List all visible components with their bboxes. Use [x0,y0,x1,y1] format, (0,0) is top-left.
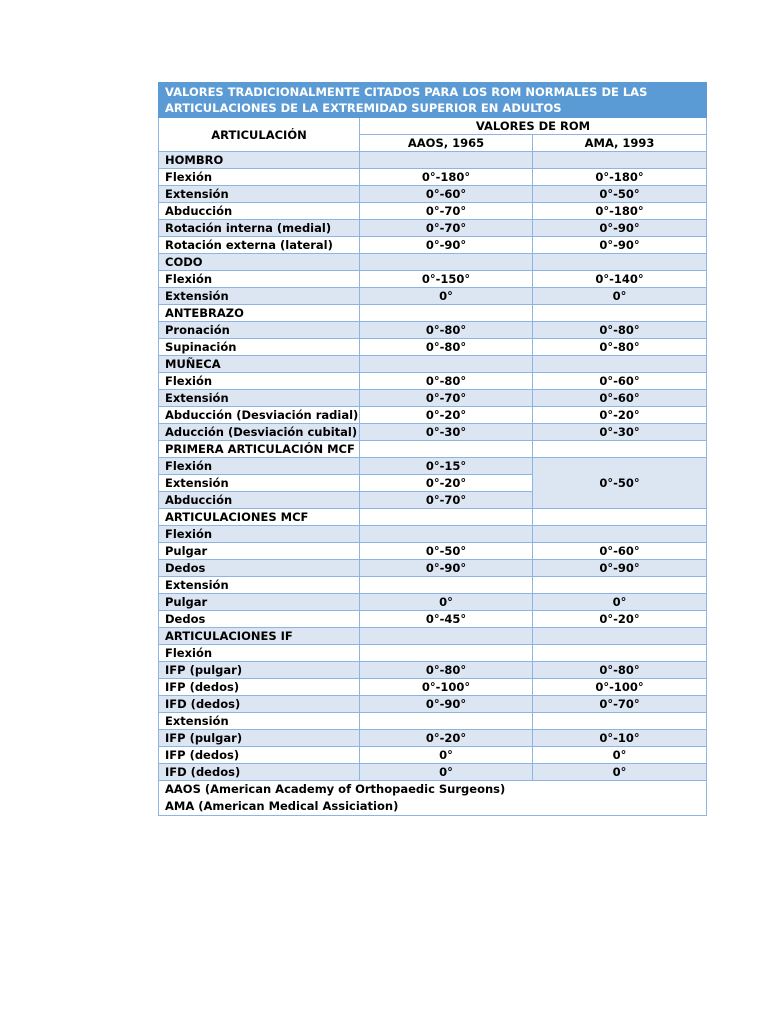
table-row [159,594,707,611]
table-row [159,662,707,679]
row-aaos-value: 0°-90° [360,560,533,577]
table-row [159,458,707,475]
row-ama-value: 0°-50° [533,458,707,509]
row-aaos-value [360,356,533,373]
row-ama-value [533,645,707,662]
row-label: Extensión [159,577,360,594]
row-ama-value [533,577,707,594]
row-aaos-value: 0°-80° [360,322,533,339]
row-label: Rotación interna (medial) [159,220,360,237]
row-label: Flexión [159,645,360,662]
row-label: Extensión [159,288,360,305]
row-label: CODO [159,254,360,271]
table-row [159,713,707,730]
row-aaos-value: 0° [360,747,533,764]
row-ama-value: 0°-20° [533,611,707,628]
row-ama-value: 0°-140° [533,271,707,288]
table-row [159,220,707,237]
table-row [159,730,707,747]
table-row [159,237,707,254]
row-aaos-value: 0° [360,594,533,611]
row-aaos-value: 0°-20° [360,730,533,747]
table-row [159,441,707,458]
row-aaos-value: 0°-70° [360,492,533,509]
footer-note: AMA (American Medical Assiciation) [165,799,399,813]
row-label: Pulgar [159,594,360,611]
row-aaos-value: 0°-180° [360,169,533,186]
table-row [159,696,707,713]
header-row-1 [159,118,707,135]
row-label: Extensión [159,390,360,407]
row-aaos-value: 0°-100° [360,679,533,696]
row-ama-value: 0°-30° [533,424,707,441]
row-ama-value [533,254,707,271]
row-label: ARTICULACIONES MCF [159,509,360,526]
footer-note: AAOS (American Academy of Orthopaedic Surgeons) [165,782,506,796]
table-row [159,747,707,764]
row-label: Pulgar [159,543,360,560]
row-aaos-value: 0° [360,288,533,305]
row-aaos-value: 0°-20° [360,407,533,424]
row-ama-value: 0°-50° [533,186,707,203]
row-ama-value [533,526,707,543]
row-ama-value: 0°-60° [533,373,707,390]
row-aaos-value: 0°-15° [360,458,533,475]
row-label: Abducción [159,203,360,220]
row-aaos-value: 0°-50° [360,543,533,560]
row-ama-value: 0°-80° [533,662,707,679]
row-label: PRIMERA ARTICULACIÓN MCF [159,441,360,458]
table-row [159,560,707,577]
row-label: IFP (pulgar) [159,730,360,747]
row-label: ARTICULACIONES IF [159,628,360,645]
row-aaos-value [360,713,533,730]
row-label: Pronación [159,322,360,339]
header-valores-rom: VALORES DE ROM [360,118,707,135]
row-label: Flexión [159,271,360,288]
row-ama-value: 0°-20° [533,407,707,424]
row-aaos-value: 0°-45° [360,611,533,628]
row-ama-value: 0°-100° [533,679,707,696]
row-aaos-value: 0° [360,764,533,781]
row-aaos-value: 0°-80° [360,662,533,679]
table-row [159,764,707,781]
row-aaos-value: 0°-80° [360,373,533,390]
table-row [159,509,707,526]
row-aaos-value: 0°-30° [360,424,533,441]
row-ama-value: 0°-80° [533,339,707,356]
row-ama-value: 0°-10° [533,730,707,747]
table-row [159,543,707,560]
row-ama-value: 0°-90° [533,220,707,237]
table-row [159,526,707,543]
row-ama-value: 0° [533,288,707,305]
row-aaos-value [360,645,533,662]
table-row [159,339,707,356]
row-aaos-value: 0°-70° [360,390,533,407]
row-aaos-value [360,628,533,645]
row-label: Flexión [159,169,360,186]
row-aaos-value [360,577,533,594]
row-label: Aducción (Desviación cubital) [159,424,360,441]
row-aaos-value [360,509,533,526]
rom-table [158,82,707,816]
row-ama-value: 0°-70° [533,696,707,713]
row-aaos-value: 0°-80° [360,339,533,356]
row-label: ANTEBRAZO [159,305,360,322]
row-ama-value: 0°-180° [533,203,707,220]
table-row [159,645,707,662]
row-label: IFP (dedos) [159,747,360,764]
table-row [159,288,707,305]
row-ama-value [533,628,707,645]
table-row [159,254,707,271]
row-ama-value: 0°-90° [533,237,707,254]
row-label: Flexión [159,458,360,475]
row-aaos-value [360,152,533,169]
row-ama-value: 0° [533,764,707,781]
row-label: Dedos [159,560,360,577]
row-ama-value [533,305,707,322]
table-row [159,373,707,390]
row-label: Dedos [159,611,360,628]
row-aaos-value: 0°-90° [360,237,533,254]
row-aaos-value [360,305,533,322]
row-label: HOMBRO [159,152,360,169]
table-row [159,152,707,169]
table-row [159,424,707,441]
table-row [159,271,707,288]
table-row [159,356,707,373]
row-ama-value: 0°-60° [533,543,707,560]
row-aaos-value: 0°-70° [360,203,533,220]
row-aaos-value: 0°-60° [360,186,533,203]
row-label: Abducción (Desviación radial) [159,407,360,424]
header-articulacion: ARTICULACIÓN [159,118,360,152]
row-aaos-value [360,526,533,543]
row-label: Flexión [159,373,360,390]
table-row [159,305,707,322]
row-label: Flexión [159,526,360,543]
table-footer-row [159,781,707,816]
row-ama-value [533,509,707,526]
row-aaos-value: 0°-20° [360,475,533,492]
row-label: Extensión [159,475,360,492]
row-label: Extensión [159,713,360,730]
header-aaos: AAOS, 1965 [360,135,533,152]
table-title: VALORES TRADICIONALMENTE CITADOS PARA LOS ROM NORMALES DE LAS ARTICULACIONES DE LA EXTREMIDAD SUPERIOR EN ADULTOS [159,83,707,118]
table-title-row [159,83,707,118]
table-row [159,679,707,696]
row-ama-value [533,713,707,730]
row-label: IFD (dedos) [159,764,360,781]
row-aaos-value [360,254,533,271]
table-row [159,203,707,220]
header-ama: AMA, 1993 [533,135,707,152]
row-ama-value: 0°-180° [533,169,707,186]
table-row [159,169,707,186]
table-row [159,407,707,424]
row-ama-value: 0° [533,594,707,611]
row-ama-value [533,152,707,169]
row-label: Supinación [159,339,360,356]
row-label: Extensión [159,186,360,203]
table-row [159,628,707,645]
row-ama-value [533,356,707,373]
row-ama-value [533,441,707,458]
row-aaos-value: 0°-70° [360,220,533,237]
table-row [159,186,707,203]
row-ama-value: 0° [533,747,707,764]
row-ama-value: 0°-90° [533,560,707,577]
table-row [159,577,707,594]
row-label: IFD (dedos) [159,696,360,713]
table-row [159,390,707,407]
table-footer [159,781,707,816]
row-ama-value: 0°-80° [533,322,707,339]
row-aaos-value: 0°-150° [360,271,533,288]
row-label: Rotación externa (lateral) [159,237,360,254]
row-ama-value: 0°-60° [533,390,707,407]
table-row [159,322,707,339]
table-row [159,611,707,628]
row-label: IFP (pulgar) [159,662,360,679]
row-label: MUÑECA [159,356,360,373]
row-aaos-value: 0°-90° [360,696,533,713]
row-aaos-value [360,441,533,458]
row-label: Abducción [159,492,360,509]
row-label: IFP (dedos) [159,679,360,696]
